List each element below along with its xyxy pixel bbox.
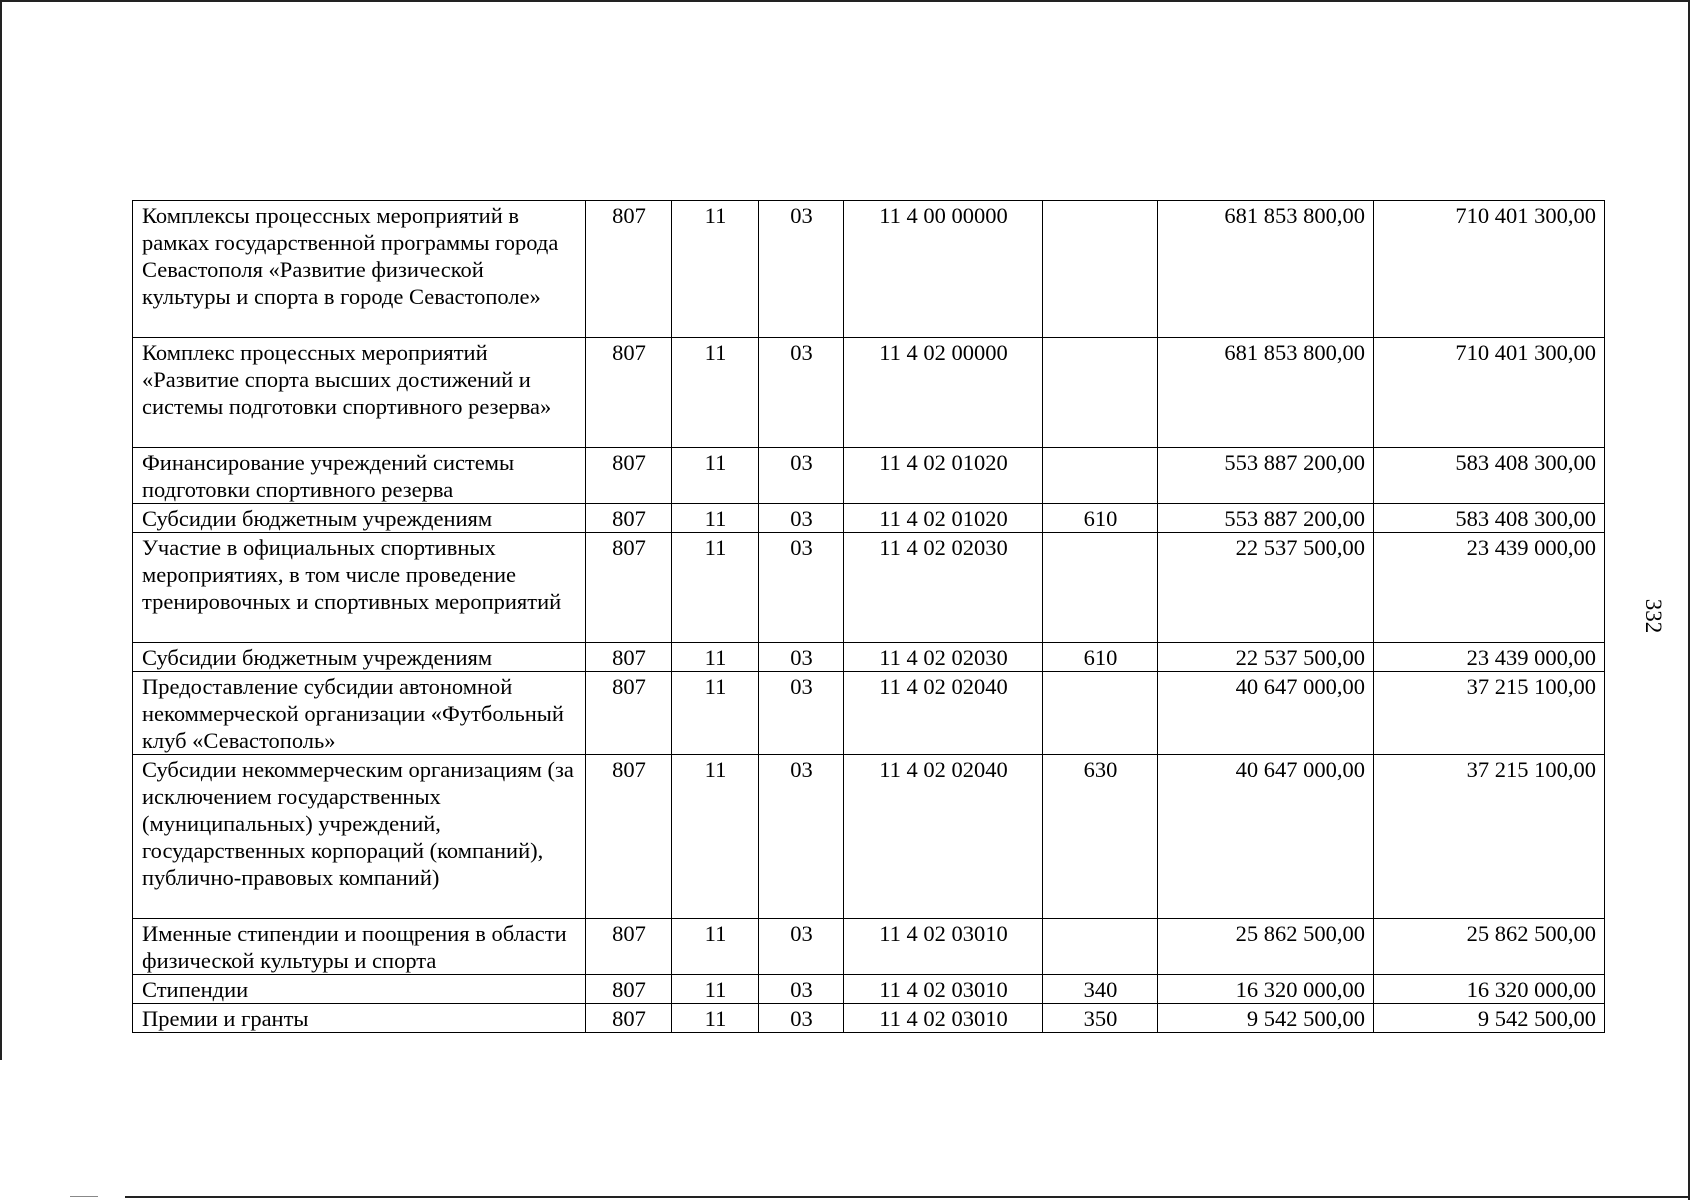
amount-year-2: 710 401 300,00: [1374, 201, 1605, 338]
page-number: 332: [1641, 598, 1666, 634]
subsection-code: 03: [759, 919, 844, 975]
ministry-code: 807: [586, 919, 672, 975]
section-code: 11: [672, 755, 759, 919]
expense-name: Стипендии: [133, 975, 586, 1004]
expense-name: Субсидии бюджетным учреждениям: [133, 643, 586, 672]
expense-type-code: [1043, 672, 1158, 755]
section-code: 11: [672, 201, 759, 338]
expense-name: Предоставление субсидии автономной некоммерческой организации «Футбольный клуб «Севастополь»: [133, 672, 586, 755]
amount-year-2: 23 439 000,00: [1374, 533, 1605, 643]
expense-type-code: [1043, 919, 1158, 975]
expense-type-code: 610: [1043, 504, 1158, 533]
amount-year-1: 681 853 800,00: [1158, 201, 1374, 338]
section-code: 11: [672, 448, 759, 504]
amount-year-1: 22 537 500,00: [1158, 643, 1374, 672]
expense-type-code: 630: [1043, 755, 1158, 919]
budget-table: [132, 200, 1605, 1033]
subsection-code: 03: [759, 755, 844, 919]
expense-name: Участие в официальных спортивных мероприятиях, в том числе проведение тренировочных и спортивных мероприятий: [133, 533, 586, 643]
ministry-code: 807: [586, 448, 672, 504]
amount-year-2: 16 320 000,00: [1374, 975, 1605, 1004]
amount-year-2: 710 401 300,00: [1374, 338, 1605, 448]
subsection-code: 03: [759, 338, 844, 448]
target-article-code: 11 4 02 03010: [844, 919, 1043, 975]
expense-name: Финансирование учреждений системы подготовки спортивного резерва: [133, 448, 586, 504]
section-code: 11: [672, 672, 759, 755]
subsection-code: 03: [759, 201, 844, 338]
target-article-code: 11 4 02 03010: [844, 975, 1043, 1004]
expense-name: Субсидии некоммерческим организациям (за исключением государственных (муниципальных) учреждений, государственных корпораций (компаний), публично-правовых компаний): [133, 755, 586, 919]
amount-year-1: 40 647 000,00: [1158, 672, 1374, 755]
section-code: 11: [672, 975, 759, 1004]
section-code: 11: [672, 1004, 759, 1033]
expense-name: Именные стипендии и поощрения в области физической культуры и спорта: [133, 919, 586, 975]
expense-name: Премии и гранты: [133, 1004, 586, 1033]
ministry-code: 807: [586, 338, 672, 448]
target-article-code: 11 4 02 01020: [844, 504, 1043, 533]
section-code: 11: [672, 643, 759, 672]
target-article-code: 11 4 02 00000: [844, 338, 1043, 448]
table-row: [133, 338, 1605, 448]
expense-name: Комплекс процессных мероприятий «Развитие спорта высших достижений и системы подготовки спортивного резерва»: [133, 338, 586, 448]
expense-type-code: [1043, 533, 1158, 643]
expense-type-code: 610: [1043, 643, 1158, 672]
subsection-code: 03: [759, 1004, 844, 1033]
amount-year-2: 583 408 300,00: [1374, 504, 1605, 533]
target-article-code: 11 4 02 03010: [844, 1004, 1043, 1033]
ministry-code: 807: [586, 504, 672, 533]
amount-year-1: 553 887 200,00: [1158, 448, 1374, 504]
subsection-code: 03: [759, 975, 844, 1004]
amount-year-2: 37 215 100,00: [1374, 672, 1605, 755]
amount-year-2: 25 862 500,00: [1374, 919, 1605, 975]
budget-table-body: [133, 201, 1605, 1033]
amount-year-1: 25 862 500,00: [1158, 919, 1374, 975]
section-code: 11: [672, 338, 759, 448]
ministry-code: 807: [586, 533, 672, 643]
amount-year-1: 22 537 500,00: [1158, 533, 1374, 643]
target-article-code: 11 4 02 02040: [844, 672, 1043, 755]
target-article-code: 11 4 00 00000: [844, 201, 1043, 338]
expense-type-code: 350: [1043, 1004, 1158, 1033]
amount-year-2: 23 439 000,00: [1374, 643, 1605, 672]
expense-name: Комплексы процессных мероприятий в рамках государственной программы города Севастополя «Развитие физической культуры и спорта в городе Севастополе»: [133, 201, 586, 338]
target-article-code: 11 4 02 02030: [844, 643, 1043, 672]
table-row: [133, 755, 1605, 919]
ministry-code: 807: [586, 672, 672, 755]
amount-year-1: 553 887 200,00: [1158, 504, 1374, 533]
ministry-code: 807: [586, 975, 672, 1004]
amount-year-1: 16 320 000,00: [1158, 975, 1374, 1004]
section-code: 11: [672, 504, 759, 533]
amount-year-1: 40 647 000,00: [1158, 755, 1374, 919]
amount-year-2: 37 215 100,00: [1374, 755, 1605, 919]
ministry-code: 807: [586, 643, 672, 672]
target-article-code: 11 4 02 02040: [844, 755, 1043, 919]
table-row: [133, 643, 1605, 672]
ministry-code: 807: [586, 755, 672, 919]
scan-frame-bottom: [125, 1196, 1690, 1198]
table-row: [133, 672, 1605, 755]
amount-year-2: 9 542 500,00: [1374, 1004, 1605, 1033]
expense-type-code: [1043, 201, 1158, 338]
scan-frame-left: [0, 0, 2, 1060]
amount-year-2: 583 408 300,00: [1374, 448, 1605, 504]
expense-type-code: [1043, 338, 1158, 448]
section-code: 11: [672, 919, 759, 975]
table-row: [133, 919, 1605, 975]
table-row: [133, 975, 1605, 1004]
table-row: [133, 1004, 1605, 1033]
amount-year-1: 681 853 800,00: [1158, 338, 1374, 448]
section-code: 11: [672, 533, 759, 643]
table-row: [133, 448, 1605, 504]
subsection-code: 03: [759, 533, 844, 643]
amount-year-1: 9 542 500,00: [1158, 1004, 1374, 1033]
target-article-code: 11 4 02 02030: [844, 533, 1043, 643]
table-row: [133, 533, 1605, 643]
table-row: [133, 201, 1605, 338]
subsection-code: 03: [759, 672, 844, 755]
expense-type-code: [1043, 448, 1158, 504]
ministry-code: 807: [586, 1004, 672, 1033]
expense-type-code: 340: [1043, 975, 1158, 1004]
target-article-code: 11 4 02 01020: [844, 448, 1043, 504]
subsection-code: 03: [759, 448, 844, 504]
subsection-code: 03: [759, 643, 844, 672]
expense-name: Субсидии бюджетным учреждениям: [133, 504, 586, 533]
scan-frame-mark: [70, 1196, 98, 1197]
ministry-code: 807: [586, 201, 672, 338]
scan-frame-top: [0, 0, 1690, 2]
subsection-code: 03: [759, 504, 844, 533]
table-row: [133, 504, 1605, 533]
